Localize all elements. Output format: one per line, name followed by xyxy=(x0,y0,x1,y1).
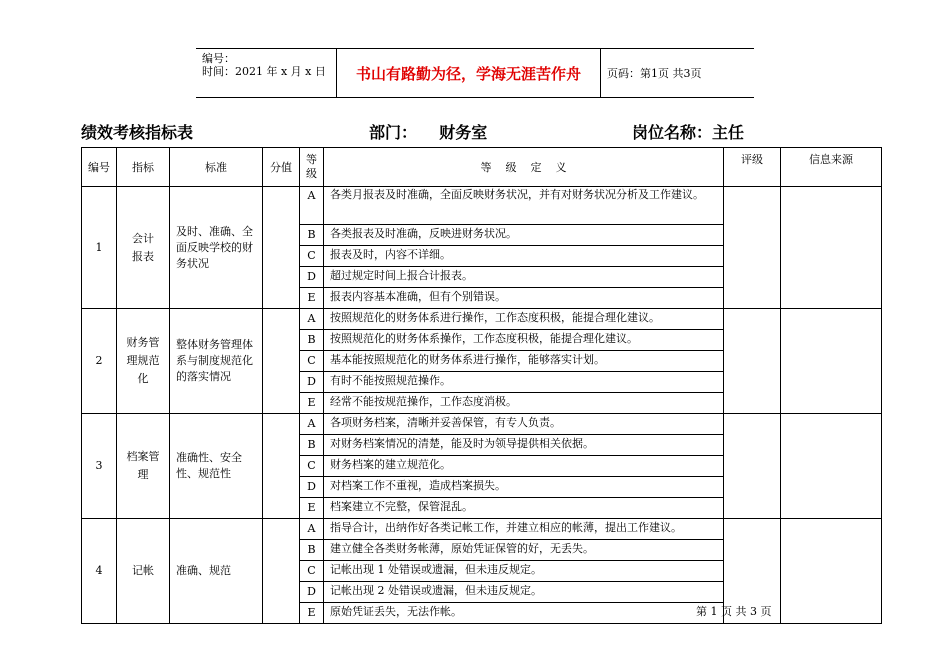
definition-cell: 原始凭证丢失，无法作帐。 xyxy=(324,603,724,624)
grade-cell: C xyxy=(300,561,324,582)
score-cell[interactable] xyxy=(263,187,300,309)
row-number: 3 xyxy=(82,414,117,519)
definition-cell: 记帐出现 2 处错误或遗漏，但未违反规定。 xyxy=(324,582,724,603)
position-label: 岗位名称：主任 xyxy=(632,123,745,142)
page-footer: 第 1 页 共 3 页 xyxy=(696,605,772,618)
grade-cell: E xyxy=(300,498,324,519)
rating-cell[interactable] xyxy=(724,309,781,414)
table-row xyxy=(82,519,882,540)
kpi-table xyxy=(81,147,882,624)
col-header: 指标 xyxy=(117,148,170,187)
grade-cell: D xyxy=(300,582,324,603)
source-cell[interactable] xyxy=(781,309,882,414)
page-header xyxy=(196,48,754,98)
col-header: 分值 xyxy=(263,148,300,187)
definition-cell: 对档案工作不重视，造成档案损失。 xyxy=(324,477,724,498)
score-cell[interactable] xyxy=(263,519,300,624)
grade-cell: D xyxy=(300,372,324,393)
col-header: 标准 xyxy=(170,148,263,187)
grade-cell: A xyxy=(300,414,324,435)
definition-cell: 各项财务档案，清晰并妥善保管，有专人负责。 xyxy=(324,414,724,435)
definition-cell: 各类报表及时准确，反映进财务状况。 xyxy=(324,225,724,246)
definition-cell: 按照规范化的财务体系操作，工作态度积极，能提合理化建议。 xyxy=(324,330,724,351)
grade-cell: A xyxy=(300,519,324,540)
standard-cell: 及时、准确、全面反映学校的财务状况 xyxy=(170,187,263,309)
score-cell[interactable] xyxy=(263,309,300,414)
indicator-cell: 财务管理规范化 xyxy=(117,309,170,414)
header-motto: 书山有路勤为径，学海无涯苦作舟 xyxy=(336,49,601,97)
grade-cell: B xyxy=(300,540,324,561)
definition-cell: 档案建立不完整，保管混乱。 xyxy=(324,498,724,519)
grade-cell: A xyxy=(300,309,324,330)
col-header: 信息来源 xyxy=(781,148,882,187)
definition-cell: 建立健全各类财务帐薄，原始凭证保管的好，无丢失。 xyxy=(324,540,724,561)
col-header: 编号 xyxy=(82,148,117,187)
definition-cell: 报表及时，内容不详细。 xyxy=(324,246,724,267)
definition-cell: 对财务档案情况的清楚，能及时为领导提供相关依据。 xyxy=(324,435,724,456)
score-cell[interactable] xyxy=(263,414,300,519)
definition-cell: 指导合计，出纳作好各类记帐工作，并建立相应的帐薄，提出工作建议。 xyxy=(324,519,724,540)
table-header-row xyxy=(82,148,882,187)
source-cell[interactable] xyxy=(781,187,882,309)
row-number: 2 xyxy=(82,309,117,414)
grade-cell: D xyxy=(300,477,324,498)
grade-cell: C xyxy=(300,456,324,477)
table-row xyxy=(82,309,882,330)
indicator-cell: 记帐 xyxy=(117,519,170,624)
rating-cell[interactable] xyxy=(724,187,781,309)
standard-cell: 准确、规范 xyxy=(170,519,263,624)
code-label: 编号： xyxy=(202,52,235,65)
grade-cell: B xyxy=(300,435,324,456)
grade-cell: D xyxy=(300,267,324,288)
source-cell[interactable] xyxy=(781,414,882,519)
definition-cell: 各类月报表及时准确，全面反映财务状况，并有对财务状况分析及工作建议。 xyxy=(324,187,724,225)
table-row xyxy=(82,414,882,435)
definition-cell: 记帐出现 1 处错误或遗漏，但未违反规定。 xyxy=(324,561,724,582)
col-header: 等级 xyxy=(300,148,324,187)
grade-cell: E xyxy=(300,393,324,414)
col-header: 评级 xyxy=(724,148,781,187)
grade-cell: C xyxy=(300,246,324,267)
indicator-cell: 档案管理 xyxy=(117,414,170,519)
definition-cell: 基本能按照规范化的财务体系进行操作，能够落实计划。 xyxy=(324,351,724,372)
standard-cell: 准确性、安全性、规范性 xyxy=(170,414,263,519)
indicator-cell: 会计报表 xyxy=(117,187,170,309)
time-label: 时间：2021 年 x 月 x 日 xyxy=(202,65,326,78)
definition-cell: 财务档案的建立规范化。 xyxy=(324,456,724,477)
definition-cell: 按照规范化的财务体系进行操作，工作态度积极，能提合理化建议。 xyxy=(324,309,724,330)
header-page-label: 页码：第1页 共3页 xyxy=(607,67,702,80)
source-cell[interactable] xyxy=(781,519,882,624)
header-meta xyxy=(196,49,336,97)
row-number: 4 xyxy=(82,519,117,624)
grade-cell: C xyxy=(300,351,324,372)
definition-cell: 有时不能按照规范操作。 xyxy=(324,372,724,393)
table-row xyxy=(82,187,882,225)
col-header: 等 级 定 义 xyxy=(324,148,724,187)
rating-cell[interactable] xyxy=(724,414,781,519)
definition-cell: 超过规定时间上报合计报表。 xyxy=(324,267,724,288)
grade-cell: E xyxy=(300,603,324,624)
standard-cell: 整体财务管理体系与制度规范化的落实情况 xyxy=(170,309,263,414)
grade-cell: E xyxy=(300,288,324,309)
grade-cell: B xyxy=(300,330,324,351)
table-title: 绩效考核指标表 xyxy=(81,123,194,142)
row-number: 1 xyxy=(82,187,117,309)
definition-cell: 经常不能按规范操作，工作态度消极。 xyxy=(324,393,724,414)
grade-cell: A xyxy=(300,187,324,225)
department-label: 部门： 财务室 xyxy=(369,123,488,142)
definition-cell: 报表内容基本准确，但有个别错误。 xyxy=(324,288,724,309)
grade-cell: B xyxy=(300,225,324,246)
